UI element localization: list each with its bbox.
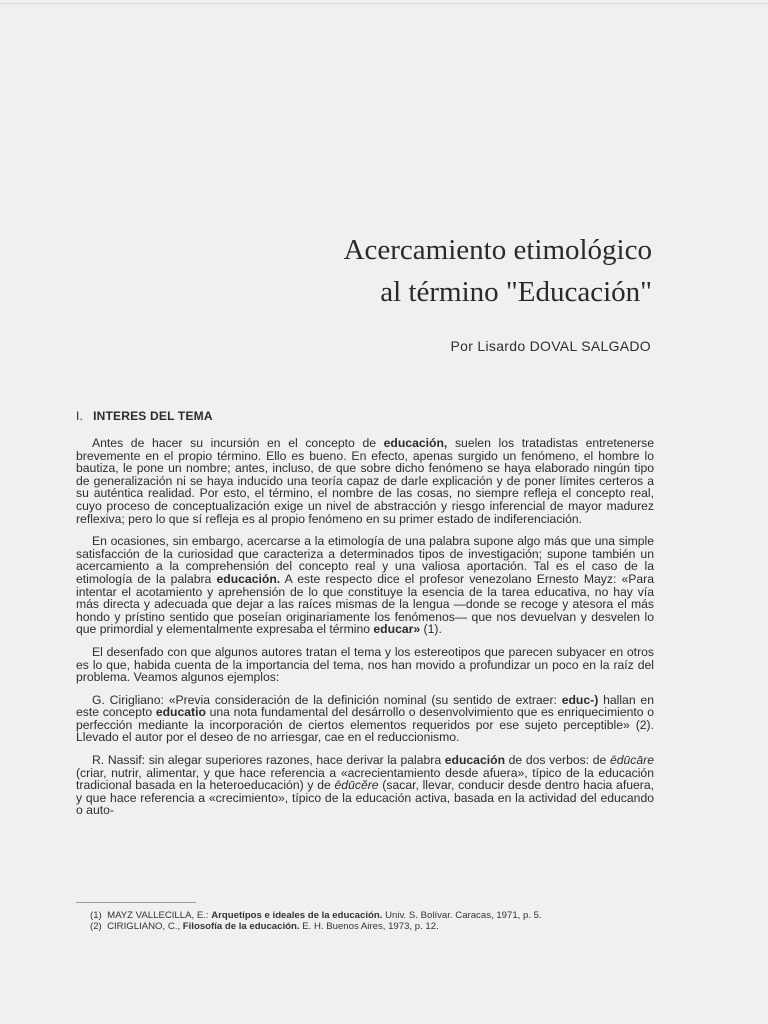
text-run: (criar, nutrir, alimentar, y que hace referencia a «acrecientamiento desde afuera», típico de la educación tradicional basada en la heteroeducación) y de xyxy=(76,765,654,793)
footnote-details: E. H. Buenos Aires, 1973, p. 12. xyxy=(302,921,439,932)
section-heading xyxy=(76,409,213,423)
text-run: G. Cirigliano: «Previa consideración de la definición nominal (su sentido de extraer: xyxy=(92,692,562,707)
text-run: de dos verbos: de xyxy=(505,753,610,768)
latin-term: ēdūcĕre xyxy=(334,778,379,793)
article-title-line-1: Acercamiento etimológico xyxy=(343,234,652,266)
footnote-work: Filosofía de la educación. xyxy=(182,921,300,932)
footnote-2 xyxy=(90,921,660,932)
paragraph-3: El desenfado con que algunos autores tratan el tema y los estereotipos que parecen subyacer en otros es lo que, habida cuenta de la importancia del tema, nos han movido a profundizar un poco en la raíz del problema. Veamos algunos ejemplos: xyxy=(76,644,654,685)
article-title-line-2: al término "Educación" xyxy=(380,276,652,308)
bold-term: educ-) xyxy=(561,692,599,707)
text-run: suelen los tratadistas entretenerse brevemente en el propio término. Ello es bueno. En efecto, apenas surgido un fenómeno, el hombre lo bautiza, le pone un nombre; antes, incluso, de que sobre dicho fenómeno se haya elaborado ningún tipo de generalización ni se haya inducido una teoría capaz de darle explicación y de poner límites certeros a su auténtica realidad. Por esto, el término, el nombre de las cosas, no siempre refleja el concepto real, cuyo proceso de conceptualización exige un nivel de abstracción y riesgo inferencial de mayor madurez reflexiva; pero lo que sí refleja es al propio fenómeno en su primer estado de indiferenciación. xyxy=(76,436,654,526)
latin-term: ēdūcāre xyxy=(609,753,654,768)
footnote-work: Arquetipos e ideales de la educación. xyxy=(211,910,383,921)
text-run: R. Nassif: sin alegar superiores razones, hace derivar la palabra xyxy=(92,753,445,768)
text-run: una nota fundamental del desárrollo o desenvolvimiento que es enriquecimiento o perfección mediante la incorporación de ciertos elementos requeridos por ese sujeto perceptible» (2). Llevado el autor por el deseo de no arriesgar, cae en el reduccionismo. xyxy=(76,705,654,745)
footnote-author: CIRIGLIANO, C., xyxy=(107,921,181,932)
footnote-1 xyxy=(90,910,660,921)
paragraph-2 xyxy=(76,535,654,636)
paragraph-4 xyxy=(76,694,654,744)
footnote-divider xyxy=(76,902,196,903)
bold-term: educar» xyxy=(373,622,421,637)
text-run: (sacar, llevar, conducir desde dentro hacia afuera, y que hace referencia a «crecimiento», típico de la educación activa, basada en la actividad del educando o auto- xyxy=(76,778,654,818)
text-run: (1). xyxy=(420,622,442,637)
footnote-details: Univ. S. Bolívar. Caracas, 1971, p. 5. xyxy=(385,910,542,921)
footnote-author: MAYZ VALLECILLA, E.: xyxy=(107,910,209,921)
footnote-number: (1) xyxy=(90,910,102,921)
article-body xyxy=(76,437,654,827)
text-run: Antes de hacer su incursión en el concepto de xyxy=(92,436,384,450)
section-title: INTERES DEL TEMA xyxy=(93,409,213,423)
footnote-number: (2) xyxy=(90,921,102,932)
footnotes xyxy=(90,910,660,932)
section-number: I. xyxy=(76,409,84,423)
bold-term: educación, xyxy=(383,436,448,450)
bold-term: educación xyxy=(444,753,506,768)
text-run: A este respecto dice el profesor venezolano Ernesto Mayz: «Para intentar el acotamiento y aprehensión de lo que constituye la esencia de la tarea educativa, no hay vía más directa y adecuada que dejar a las raíces mismas de la lengua —donde se recoge y atesora el más hondo y prístino sentido que poseían originariamente los fenómenos— que nos devuelvan y desvelen lo que primordial y elementalmente expresaba el término xyxy=(76,571,654,637)
page-edge-line xyxy=(0,3,768,4)
bold-term: educatio xyxy=(155,705,206,720)
paragraph-1 xyxy=(76,437,654,525)
text-run: hallan en este concepto xyxy=(76,692,654,720)
bold-term: educación. xyxy=(216,571,281,586)
paragraph-5 xyxy=(76,754,654,817)
article-byline: Por Lisardo DOVAL SALGADO xyxy=(450,338,651,354)
text-run: En ocasiones, sin embargo, acercarse a la etimología de una palabra supone algo más que una simple satisfacción de la curiosidad que caracteriza a determinados tipos de investigación; supone también un acercamiento a la comprehensión del concepto real y una valiosa aportación. Tal es el caso de la etimología de la palabra xyxy=(76,534,654,586)
